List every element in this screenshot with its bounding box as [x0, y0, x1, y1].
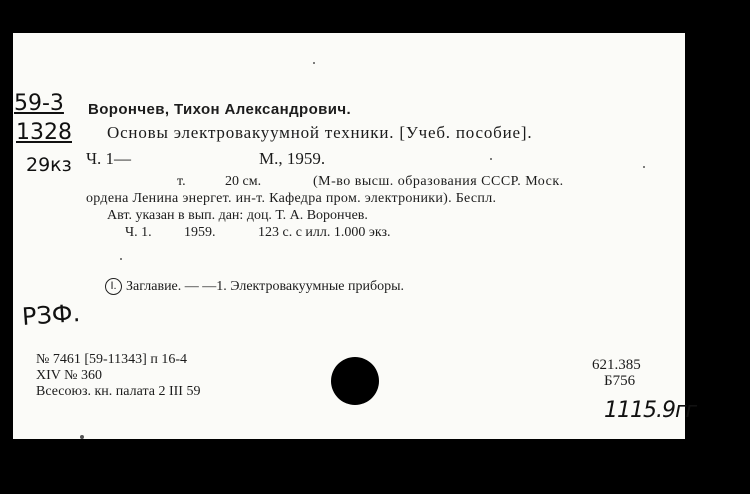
author-mark: Б756 — [604, 373, 636, 389]
udc-number: 621.385 — [592, 357, 641, 373]
tracing-marker: I. — [105, 278, 122, 295]
footer-series: XIV № 360 — [36, 368, 102, 383]
volume-label: т. — [177, 174, 186, 189]
author-heading: Ворончев, Тихон Александрович. — [88, 101, 352, 118]
card-punch-hole — [331, 357, 379, 405]
collation-year: 1959. — [184, 225, 216, 240]
part-number: Ч. 1— — [86, 149, 132, 168]
publisher-note: (М-во высш. образования СССР. Моск. — [313, 174, 564, 189]
tracing-text: Заглавие. — —1. Электровакуумные приборы. — [126, 279, 404, 294]
part-collation: Ч. 1. — [125, 225, 152, 240]
place-year: М., 1959. — [259, 149, 326, 168]
author-note: Авт. указан в вып. дан: доц. Т. А. Ворончев. — [107, 208, 368, 223]
speck — [120, 258, 122, 260]
copies-count: 29кз — [26, 154, 72, 176]
department-stamp: РЗФ. — [21, 299, 82, 331]
speck — [643, 166, 645, 168]
tracing-line — [105, 278, 404, 295]
call-number-bottom: 1328 — [16, 120, 72, 145]
speck — [313, 62, 315, 64]
handwritten-signature: 1115.9гг — [604, 398, 697, 423]
book-title: Основы электровакуумной техники. [Учеб. пособие]. — [107, 123, 533, 142]
footer-chamber: Всесоюз. кн. палата 2 III 59 — [36, 384, 201, 399]
speck — [80, 435, 84, 439]
size: 20 см. — [225, 174, 262, 189]
speck — [490, 158, 492, 160]
call-number-top: 59-3 — [14, 91, 64, 116]
collation-pages: 123 с. с илл. 1.000 экз. — [258, 225, 391, 240]
institution-note: ордена Ленина энергет. ин-т. Кафедра пром. электроники). Беспл. — [86, 191, 497, 206]
footer-accession: № 7461 [59-11343] п 16-4 — [36, 352, 187, 367]
